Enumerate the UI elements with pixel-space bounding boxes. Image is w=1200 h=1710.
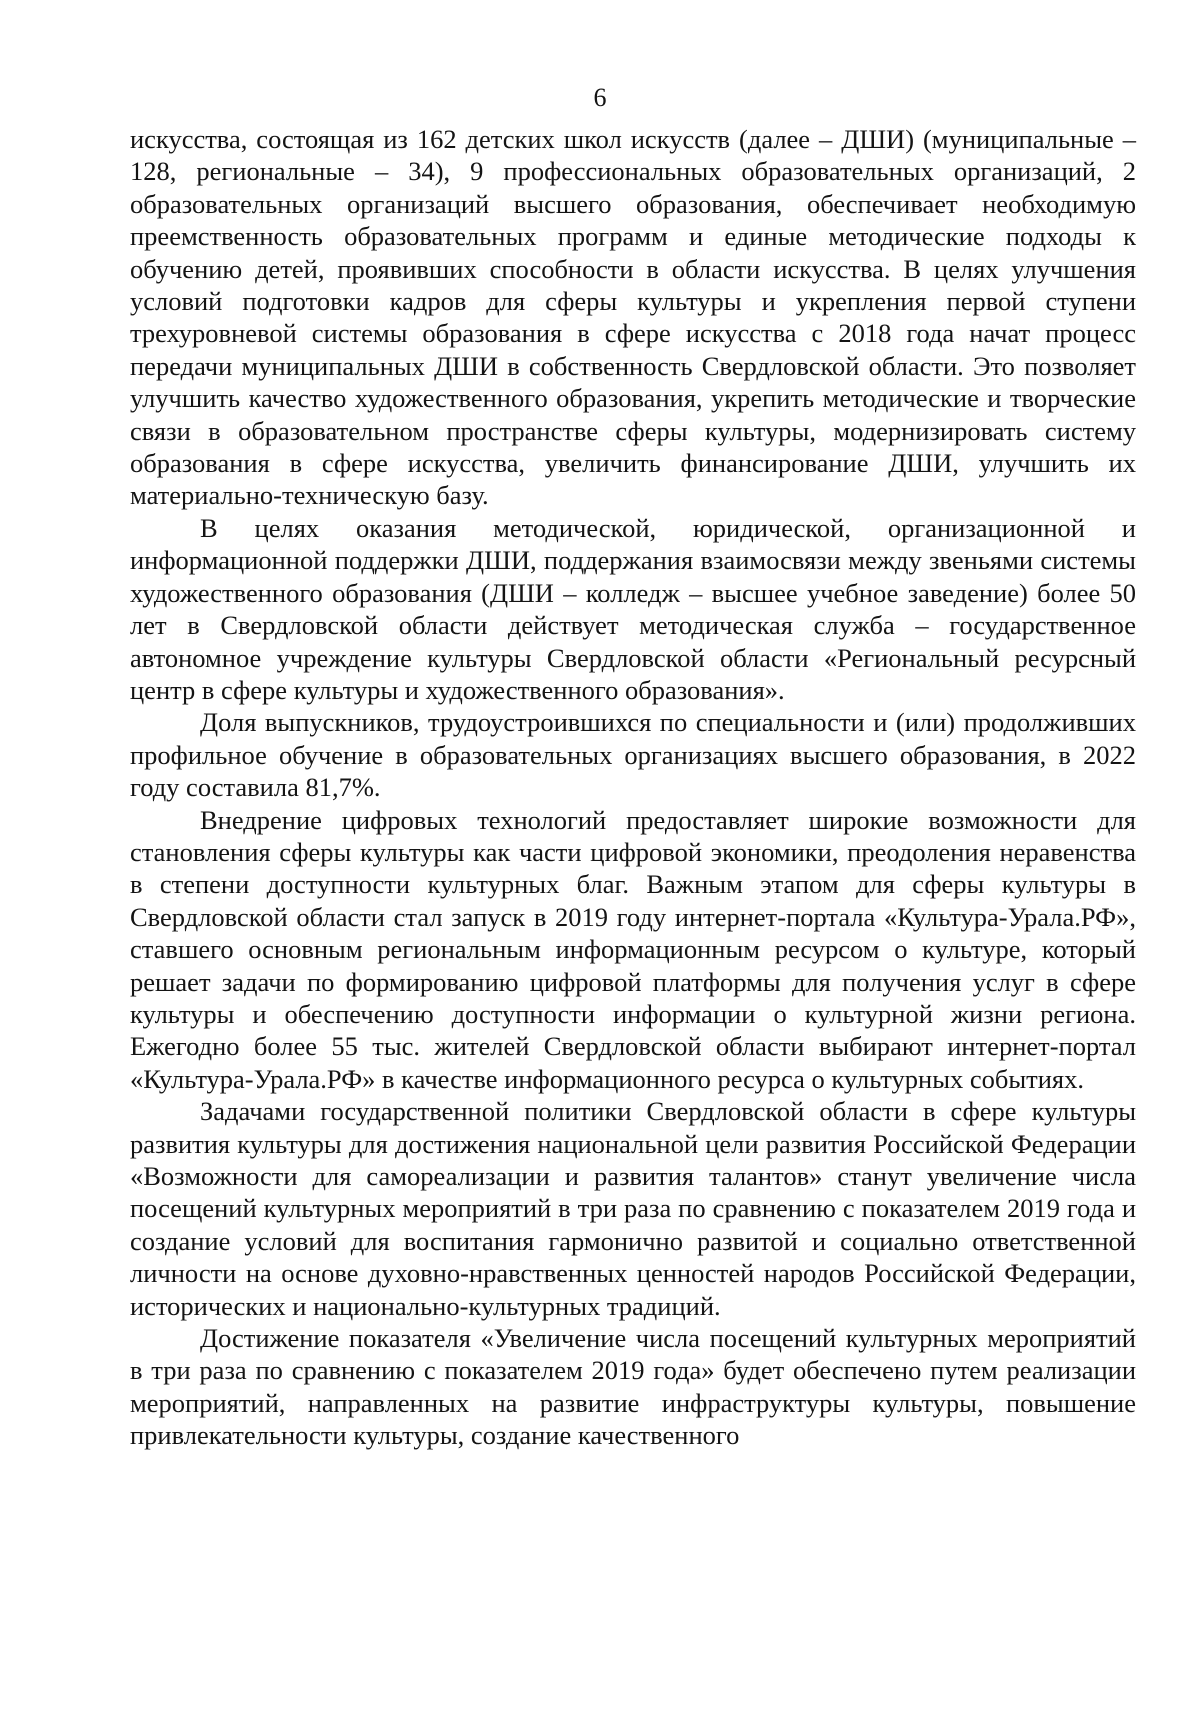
paragraph-art-education-system: искусства, состоящая из 162 детских школ искусств (далее – ДШИ) (муниципальные – 128, региональные – 34), 9 профессиональных образовательных организаций, 2 образовательных организаций высшего образования, обеспечивает необходимую преемственность образовательных программ и единые методические подходы к обучению детей, проявивших способности в области искусства. В целях улучшения условий подготовки кадров для сферы культуры и укрепления первой ступени трехуровневой системы образования в сфере искусства с 2018 года начат процесс передачи муниципальных ДШИ в собственность Свердловской области. Это позволяет улучшить качество художественного образования, укрепить методические и творческие связи в образовательном пространстве сферы культуры, модернизировать систему образования в сфере искусства, увеличить финансирование ДШИ, улучшить их материально-техническую базу.: [130, 124, 1136, 511]
paragraph-policy-objectives: Задачами государственной политики Свердловской области в сфере культуры развития культуры для достижения национальной цели развития Российской Федерации «Возможности для самореализации и развития талантов» станут увеличение числа посещений культурных мероприятий в три раза по сравнению с показателем 2019 года и создание условий для воспитания гармонично развитой и социально ответственной личности на основе духовно-нравственных ценностей народов Российской Федерации, исторических и национально-культурных традиций.: [130, 1096, 1136, 1321]
paragraph-digital-technologies: Внедрение цифровых технологий предоставляет широкие возможности для становления сферы культуры как части цифровой экономики, преодоления неравенства в степени доступности культурных благ. Важным этапом для сферы культуры в Свердловской области стал запуск в 2019 году интернет-портала «Культура-Урала.РФ», ставшего основным региональным информационным ресурсом о культуре, который решает задачи по формированию цифровой платформы для получения услуг в сфере культуры и обеспечению доступности информации о культурной жизни региона. Ежегодно более 55 тыс. жителей Свердловской области выбирают интернет-портал «Культура-Урала.РФ» в качестве информационного ресурса о культурных событиях.: [130, 804, 1136, 1094]
document-body: [130, 123, 1136, 1452]
paragraph-indicator-achievement: Достижение показателя «Увеличение числа посещений культурных мероприятий в три раза по сравнению с показателем 2019 года» будет обеспечено путем реализации мероприятий, направленных на развитие инфраструктуры культуры, повышение привлекательности культуры, создание качественного: [130, 1323, 1136, 1451]
paragraph-methodical-service: В целях оказания методической, юридической, организационной и информационной поддержки ДШИ, поддержания взаимосвязи между звеньями системы художественного образования (ДШИ – колледж – высшее учебное заведение) более 50 лет в Свердловской области действует методическая служба – государственное автономное учреждение культуры Свердловской области «Региональный ресурсный центр в сфере культуры и художественного образования».: [130, 512, 1136, 705]
page-number: 6: [593, 83, 607, 112]
paragraph-graduates-share: Доля выпускников, трудоустроившихся по специальности и (или) продолживших профильное обучение в образовательных организациях высшего образования, в 2022 году составила 81,7%.: [130, 707, 1136, 803]
